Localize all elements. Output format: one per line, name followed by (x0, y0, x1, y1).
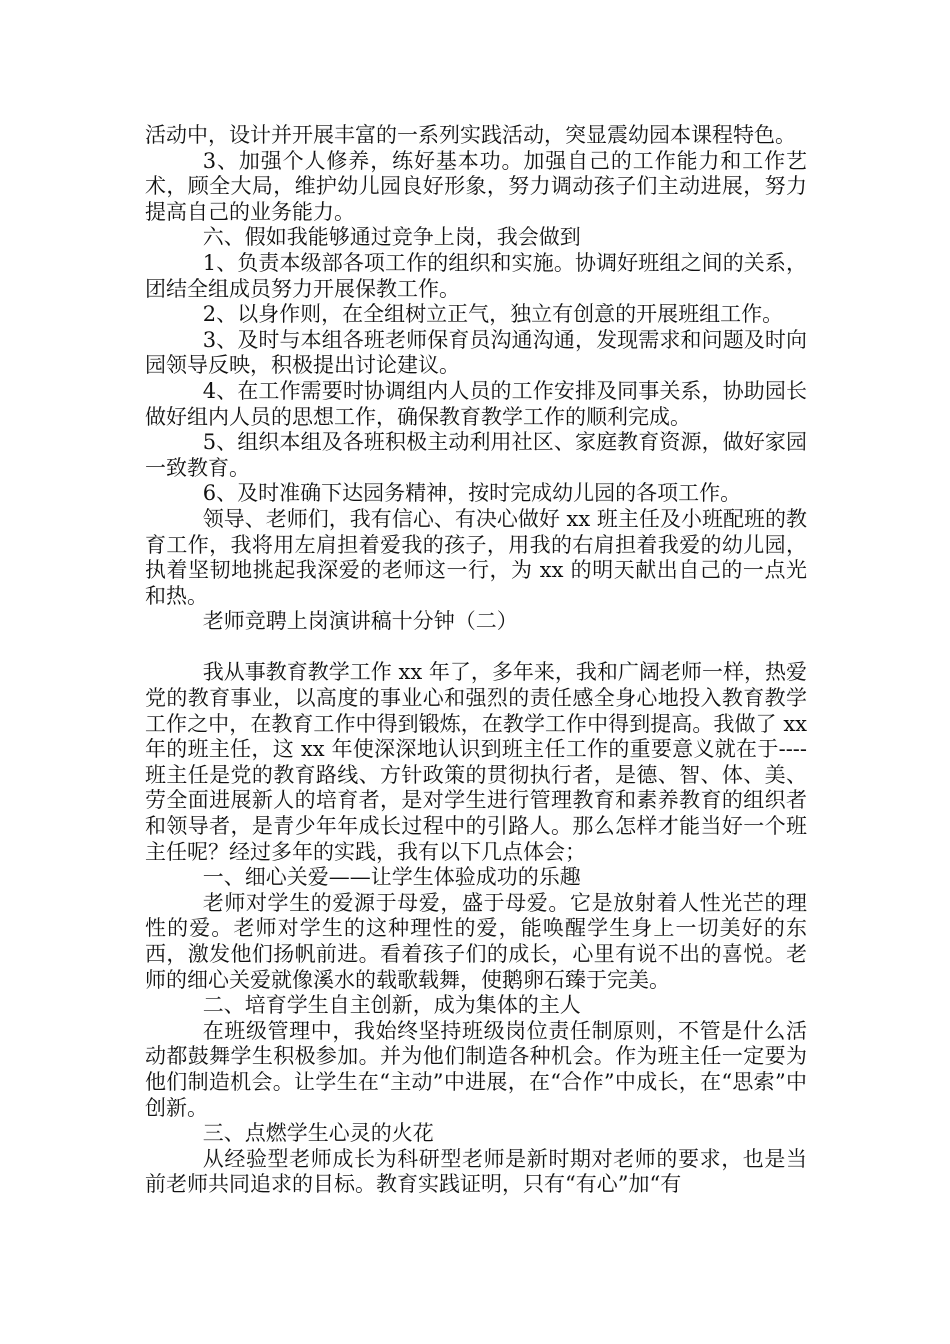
blank-line (145, 635, 807, 661)
paragraph: 老师竞聘上岗演讲稿十分钟（二） (202, 609, 518, 634)
paragraph: 6、及时准确下达园务精神，按时完成幼儿园的各项工作。 (202, 481, 742, 506)
paragraph: 二、培育学生自主创新，成为集体的主人 (202, 993, 581, 1018)
paragraph: 三、点燃学生心灵的火花 (202, 1121, 434, 1146)
paragraph: 我从事教育教学工作 xx 年了，多年来，我和广阔老师一样，热爱党的教育事业，以高度的事业心和强烈的责任感全身心地投入教育教学工作之中，在教育工作中得到锻炼，在教学工作中得到提高。我做了 xx 年的班主任，这 xx 年使深深地认识到班主任工作的重要意义就在于----班主任是党的教育路线、方针政策的贯彻执行者，是德、智、体、美、劳全面进展新人的培育者，是对学生进行管理教育和素养教育的组织者和领导者，是青少年年成长过程中的引路人。那么怎样才能当好一个班主任呢？经过多年的实践，我有以下几点体会； (145, 660, 807, 864)
paragraph: 3、及时与本组各班老师保育员沟通沟通，发现需求和问题及时向园领导反映，积极提出讨论建议。 (145, 327, 807, 378)
paragraph: 领导、老师们，我有信心、有决心做好 xx 班主任及小班配班的教育工作，我将用左肩担着爱我的孩子，用我的右肩担着我爱的幼儿园，执着坚韧地挑起我深爱的老师这一行，为 xx 的明天献出自己的一点光和热。 (145, 506, 807, 608)
paragraph: 5、组织本组及各班积极主动利用社区、家庭教育资源，做好家园一致教育。 (145, 430, 807, 480)
paragraph: 4、在工作需要时协调组内人员的工作安排及同事关系，协助园长做好组内人员的思想工作，确保教育教学工作的顺利完成。 (145, 378, 807, 429)
paragraph: 在班级管理中，我始终坚持班级岗位责任制原则，不管是什么活动都鼓舞学生积极参加。并为他们制造各种机会。作为班主任一定要为他们制造机会。让学生在“主动”中进展，在“合作”中成长，在“思索”中创新。 (145, 1018, 807, 1120)
paragraph: 一、细心关爱——让学生体验成功的乐趣 (202, 865, 581, 890)
paragraph: 老师对学生的爱源于母爱，盛于母爱。它是放射着人性光芒的理性的爱。老师对学生的这种理性的爱，能唤醒学生身上一切美好的东西，激发他们扬帆前进。看着孩子们的成长，心里有说不出的喜悦。老师的细心关爱就像溪水的载歌载舞，使鹅卵石臻于完美。 (145, 890, 807, 992)
paragraph: 1、负责本级部各项工作的组织和实施。协调好班组之间的关系，团结全组成员努力开展保教工作。 (145, 250, 807, 301)
document-body (145, 123, 807, 1198)
paragraph: 2、以身作则，在全组树立正气，独立有创意的开展班组工作。 (202, 302, 784, 327)
paragraph: 从经验型老师成长为科研型老师是新时期对老师的要求，也是当前老师共同追求的目标。教育实践证明，只有“有心”加“有 (145, 1146, 807, 1197)
paragraph: 活动中，设计并开展丰富的一系列实践活动，突显震幼园本课程特色。 (145, 123, 796, 147)
paragraph: 3、加强个人修养，练好基本功。加强自己的工作能力和工作艺术，顾全大局，维护幼儿园良好形象，努力调动孩子们主动进展，努力提高自己的业务能力。 (145, 148, 807, 224)
paragraph: 六、假如我能够通过竞争上岗，我会做到 (202, 225, 581, 250)
